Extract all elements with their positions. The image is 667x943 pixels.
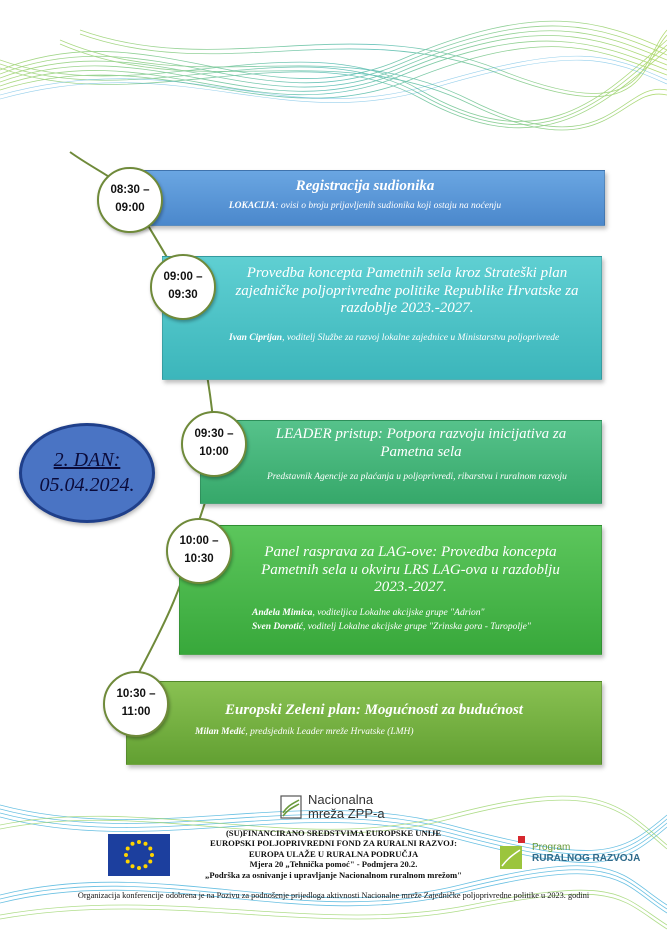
agenda-box-2 <box>162 256 602 380</box>
agenda-desc-3: Predstavnik Agencije za plaćanja u poljoprivredi, ribarstvu i ruralnom razvoju <box>267 472 567 483</box>
time-badge-3: 09:30 – 10:00 <box>181 411 247 477</box>
time-badge-1: 08:30 – 09:00 <box>97 167 163 233</box>
program-ruralnog-razvoja-logo <box>498 836 640 870</box>
agenda-title-2: Provedba koncepta Pametnih sela kroz Strateški plan zajedničke poljoprivredne politike Republike Hrvatske za razdoblje 2023.-2027. <box>235 265 579 317</box>
prr-line2: RURALNOG RAZVOJA <box>532 853 641 864</box>
agenda-title-4: Panel rasprava za LAG-ove: Provedba koncepta Pametnih sela u okviru LRS LAG-ova u razdoblju 2023.-2027. <box>261 544 560 596</box>
top-wave-decoration <box>0 0 667 140</box>
agenda-desc-1: LOKACIJA: ovisi o broju prijavljenih sudionika koji ostaju na noćenju <box>228 200 502 211</box>
agenda-box-5 <box>126 681 602 765</box>
agenda-desc-4a: Anđela Mimica, voditeljica Lokalne akcijske grupe "Adrion" <box>252 608 485 619</box>
time-badge-5: 10:30 – 11:00 <box>103 671 169 737</box>
prr-line1: Program <box>532 842 571 853</box>
nmzpp-line1: Nacionalna <box>308 792 374 807</box>
agenda-box-1 <box>125 170 605 226</box>
day-date: 05.04.2024. <box>39 474 135 496</box>
agenda-title-1: Registracija sudionika <box>295 178 435 194</box>
agenda-title-3: LEADER pristup: Potpora razvoju inicijativa za Pametna sela <box>275 426 567 460</box>
nmzpp-logo-icon <box>280 795 302 819</box>
disclaimer-text: Organizacija konferencije odobrena je na Pozivu za podnošenje prijedloga aktivnosti Nacionalne mreže Zajedničke poljoprivredne politike u 2023. godini <box>77 891 590 900</box>
nmzpp-line2: mreža ZPP-a <box>308 806 385 822</box>
time-badge-4: 10:00 – 10:30 <box>166 518 232 584</box>
agenda-desc-5: Milan Medić, predsjednik Leader mreže Hrvatske (LMH) <box>195 726 414 737</box>
agenda-desc-2: Ivan Ciprijan, voditelj Službe za razvoj lokalne zajednice u Ministarstvu poljoprivrede <box>229 333 560 344</box>
funding-text: (SU)FINANCIRANO SREDSTVIMA EUROPSKE UNIJE EUROPSKI POLJOPRIVREDNI FOND ZA RURALNI RAZVOJ: EUROPA ULAŽE U RURALNA PODRUČJA Mjera 20 „Tehnička pomoć" - Podmjera 20.2. „Podrška za osnivanje i upravljanje Nacionalnom ruralnom mrežom" <box>205 828 462 880</box>
agenda-desc-4b: Sven Dorotić, voditelj Lokalne akcijske grupe "Zrinska gora - Turopolje" <box>252 622 531 633</box>
agenda-title-5: Europski Zeleni plan: Mogućnosti za budućnost <box>225 702 523 718</box>
prr-logo-icon <box>498 836 528 870</box>
day-date-ellipse <box>19 423 155 523</box>
time-badge-2: 09:00 – 09:30 <box>150 254 216 320</box>
day-label: 2. DAN: <box>53 449 121 471</box>
nacionalna-mreza-logo <box>280 793 385 822</box>
agenda-box-3 <box>200 420 602 504</box>
agenda-box-4 <box>179 525 602 655</box>
